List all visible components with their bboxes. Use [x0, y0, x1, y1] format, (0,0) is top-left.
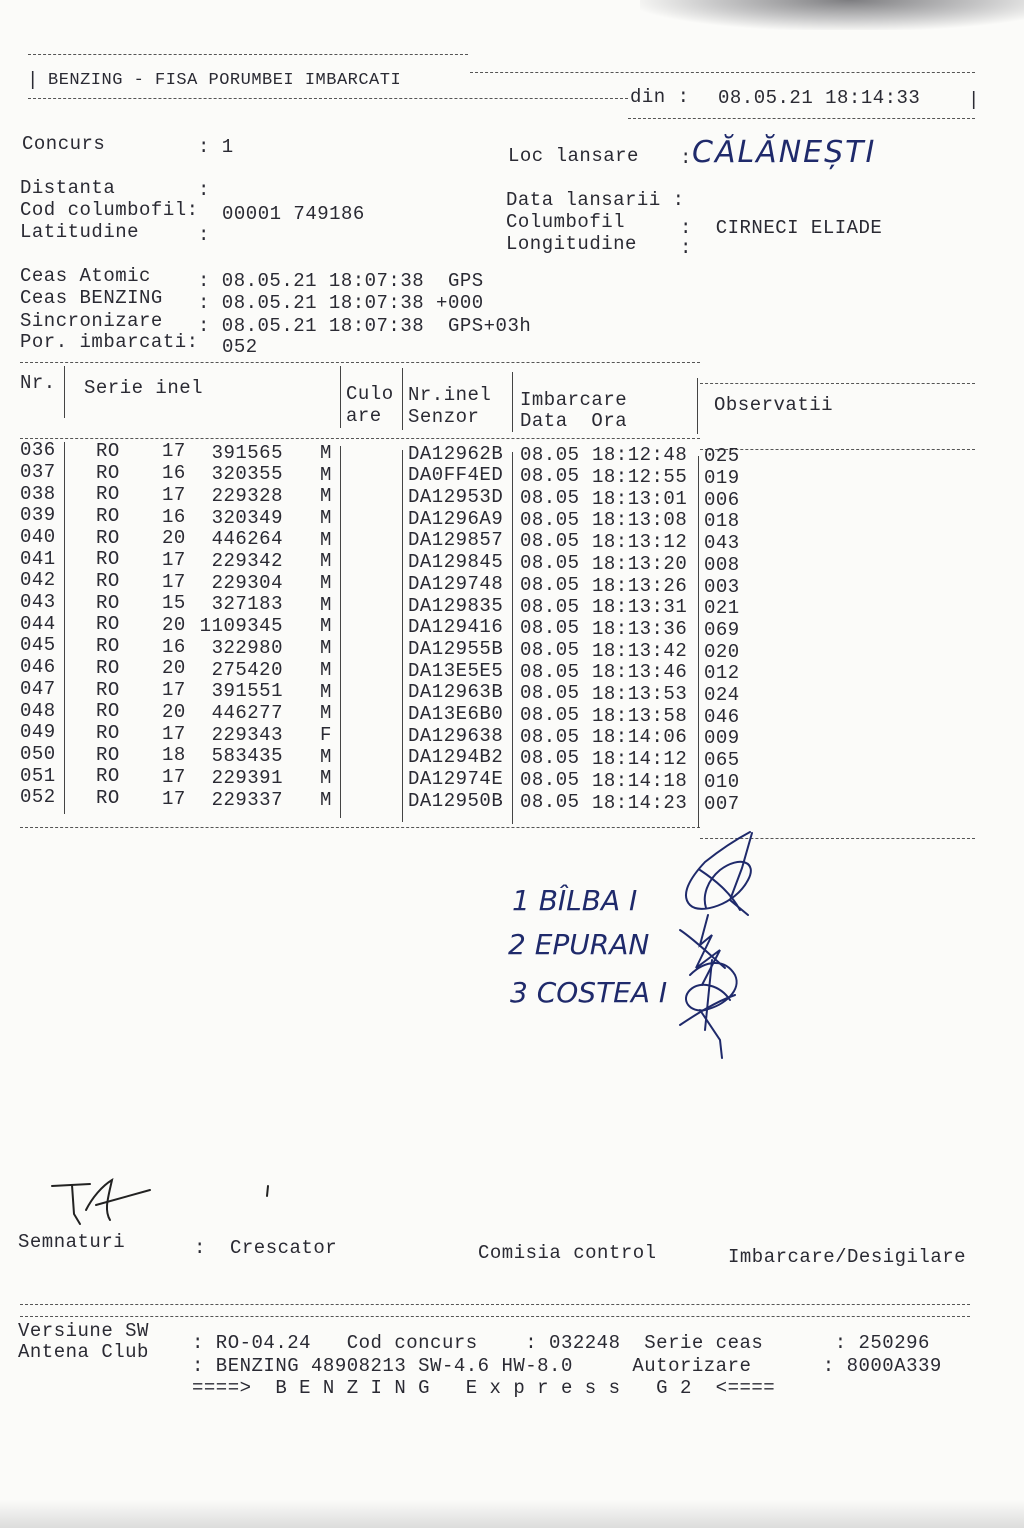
ceas-atomic-label: Ceas Atomic [20, 265, 151, 287]
cell-data: 08.05 [520, 487, 580, 510]
cell-ora: 18:12:55 [592, 466, 688, 489]
cell-obs: 010 [704, 770, 740, 793]
cell-nr: 037 [20, 460, 56, 483]
cell-nr-inel: 320355 [211, 463, 283, 486]
handwritten-line-1: 1 BÎLBA I [512, 884, 638, 917]
cell-sex: M [320, 745, 332, 768]
ceas-atomic-value: : 08.05.21 18:07:38 GPS [198, 270, 484, 292]
cell-sex: M [320, 767, 332, 790]
cell-nr-inel: 275420 [211, 658, 283, 681]
cell-ora: 18:13:58 [592, 704, 688, 727]
cell-obs: 009 [704, 727, 740, 750]
cell-senzor: DA129857 [408, 529, 504, 552]
loc-lansare-colon: : [680, 147, 692, 169]
cell-ora: 18:13:46 [592, 661, 688, 684]
cell-senzor: DA129416 [408, 616, 504, 639]
comisia-control-label: Comisia control [478, 1242, 657, 1264]
cell-senzor: DA129835 [408, 594, 504, 617]
concurs-value: : 1 [198, 136, 234, 158]
cell-tara: RO [96, 700, 120, 723]
cell-data: 08.05 [520, 747, 580, 770]
cell-ora: 18:13:36 [592, 617, 688, 640]
cell-an: 17 [162, 548, 186, 571]
cell-sex: M [320, 441, 332, 464]
cell-sex: M [320, 572, 332, 595]
cell-data: 08.05 [520, 530, 580, 553]
footer-top-rule [20, 1304, 970, 1305]
footer-second-rule [20, 1316, 970, 1317]
cell-data: 08.05 [520, 704, 580, 727]
cell-senzor: DA12963B [408, 681, 504, 704]
th-nr-inel-2: Senzor [408, 406, 480, 428]
cell-tara: RO [96, 635, 120, 658]
cell-nr: 038 [20, 482, 56, 505]
cell-senzor: DA1296A9 [408, 507, 504, 530]
cell-nr: 046 [20, 656, 56, 679]
cell-nr-inel: 446264 [211, 528, 283, 551]
cell-senzor: DA12974E [408, 768, 504, 791]
cell-nr: 041 [20, 547, 56, 570]
cell-sex: M [320, 637, 332, 660]
footer-line-2: : BENZING 48908213 SW-4.6 HW-8.0 Autorizare : 8000A339 [192, 1355, 942, 1377]
longitudine-value: : [680, 237, 692, 259]
cell-an: 17 [162, 722, 186, 745]
cell-ora: 18:14:23 [592, 791, 688, 814]
cell-obs: 069 [704, 618, 740, 641]
cell-nr-inel: 320349 [211, 506, 283, 529]
cell-tara: RO [96, 721, 120, 744]
cell-tara: RO [96, 613, 120, 636]
cell-tara: RO [96, 591, 120, 614]
cell-nr: 039 [20, 504, 56, 527]
cell-sex: F [320, 723, 332, 746]
cell-obs: 018 [704, 510, 740, 533]
header-datetime: 08.05.21 18:14:33 [718, 87, 921, 109]
cell-data: 08.05 [520, 617, 580, 640]
cell-senzor: DA0FF4ED [408, 464, 504, 487]
footer-line-3: ====> B E N Z I N G E x p r e s s G 2 <==== [192, 1377, 776, 1399]
cell-sex: M [320, 615, 332, 638]
cell-senzor: DA129638 [408, 724, 504, 747]
cell-obs: 008 [704, 553, 740, 576]
cell-nr-inel: 1109345 [199, 615, 283, 638]
cell-sex: M [320, 528, 332, 551]
cell-tara: RO [96, 787, 120, 810]
header-bar-left: | [27, 69, 39, 91]
ceas-benzing-value: : 08.05.21 18:07:38 +000 [198, 292, 484, 314]
cod-columbofil-value: 00001 749186 [222, 203, 365, 225]
th-culoare-2: are [346, 405, 382, 427]
cell-nr-inel: 229342 [211, 550, 283, 573]
cell-obs: 046 [704, 705, 740, 728]
cell-obs: 043 [704, 532, 740, 555]
imbarcare-desigilare-label: Imbarcare/Desigilare [728, 1246, 967, 1268]
cell-nr: 051 [20, 764, 56, 787]
cell-nr-inel: 229391 [211, 767, 283, 790]
cell-tara: RO [96, 461, 120, 484]
cell-obs: 012 [704, 662, 740, 685]
cell-nr: 049 [20, 721, 56, 744]
cell-nr-inel: 229328 [211, 484, 283, 507]
cell-nr: 050 [20, 742, 56, 765]
cell-tara: RO [96, 504, 120, 527]
cell-ora: 18:13:31 [592, 596, 688, 619]
header-bar-right: | [968, 89, 980, 111]
cell-ora: 18:13:12 [592, 531, 688, 554]
latitudine-label: Latitudine [20, 221, 140, 243]
cell-obs: 019 [704, 467, 740, 490]
cell-sex: M [320, 789, 332, 812]
cell-an: 17 [162, 570, 186, 593]
cell-nr-inel: 446277 [211, 701, 283, 724]
th-nr: Nr. [20, 372, 56, 394]
cell-ora: 18:14:12 [592, 748, 688, 771]
cell-ora: 18:13:08 [592, 509, 688, 532]
cell-data: 08.05 [520, 638, 580, 661]
cell-data: 08.05 [520, 573, 580, 596]
loc-lansare-handwritten: CĂLĂNEȘTI [692, 135, 877, 170]
cell-an: 17 [162, 765, 186, 788]
cell-tara: RO [96, 678, 120, 701]
din-label: din : [630, 86, 690, 108]
cell-an: 20 [162, 614, 186, 637]
cell-ora: 18:14:18 [592, 769, 688, 792]
cell-tara: RO [96, 548, 120, 571]
cell-nr-inel: 583435 [211, 745, 283, 768]
cell-ora: 18:13:01 [592, 487, 688, 510]
signature-scribble-1 [686, 832, 752, 915]
cell-tara: RO [96, 526, 120, 549]
columbofil-value: : CIRNECI ELIADE [680, 217, 883, 239]
cell-senzor: DA13E5E5 [408, 659, 504, 682]
cell-nr-inel: 229343 [211, 723, 283, 746]
cod-columbofil-label: Cod columbofil: [20, 199, 199, 221]
concurs-label: Concurs [22, 133, 106, 155]
cell-senzor: DA1294B2 [408, 746, 504, 769]
cell-ora: 18:12:48 [592, 444, 688, 467]
cell-nr: 043 [20, 591, 56, 614]
th-imbarcare-1: Imbarcare [520, 389, 628, 411]
cell-data: 08.05 [520, 552, 580, 575]
cell-an: 17 [162, 483, 186, 506]
th-observatii: Observatii [714, 394, 834, 416]
signature-scribble-2 [680, 915, 725, 985]
cell-senzor: DA129748 [408, 572, 504, 595]
cell-sex: M [320, 702, 332, 725]
cell-tara: RO [96, 483, 120, 506]
cell-data: 08.05 [520, 443, 580, 466]
cell-an: 20 [162, 657, 186, 680]
cell-nr-inel: 391565 [211, 441, 283, 464]
cell-an: 18 [162, 744, 186, 767]
cell-nr: 044 [20, 612, 56, 635]
doc-title: BENZING - FISA PORUMBEI IMBARCATI [48, 71, 402, 90]
cell-senzor: DA12950B [408, 789, 504, 812]
ceas-benzing-label: Ceas BENZING [20, 287, 163, 309]
th-serie-inel: Serie inel [84, 377, 204, 399]
distanta-label: Distanta [20, 177, 116, 199]
cell-tara: RO [96, 765, 120, 788]
cell-an: 20 [162, 700, 186, 723]
cell-data: 08.05 [520, 682, 580, 705]
cell-an: 17 [162, 787, 186, 810]
cell-obs: 065 [704, 749, 740, 772]
cell-obs: 003 [704, 575, 740, 598]
cell-data: 08.05 [520, 790, 580, 813]
latitudine-value: : [198, 224, 210, 246]
cell-nr-inel: 322980 [211, 636, 283, 659]
cell-sex: M [320, 485, 332, 508]
por-imbarcati-value: 052 [222, 336, 258, 358]
distanta-value: : [198, 179, 210, 201]
cell-nr-inel: 391551 [211, 680, 283, 703]
cell-nr: 052 [20, 786, 56, 809]
cell-an: 17 [162, 679, 186, 702]
cell-sex: M [320, 506, 332, 529]
cell-ora: 18:13:26 [592, 574, 688, 597]
cell-an: 17 [162, 440, 186, 463]
cell-sex: M [320, 658, 332, 681]
cell-obs: 020 [704, 640, 740, 663]
cell-data: 08.05 [520, 465, 580, 488]
cell-nr: 042 [20, 569, 56, 592]
footer-line-1: : RO-04.24 Cod concurs : 032248 Serie ceas : 250296 [192, 1332, 930, 1354]
cell-senzor: DA12962B [408, 442, 504, 465]
cell-sex: M [320, 593, 332, 616]
loc-lansare-label: Loc lansare [508, 145, 639, 167]
cell-nr-inel: 229304 [211, 571, 283, 594]
columbofil-label: Columbofil [506, 211, 626, 233]
cell-obs: 006 [704, 488, 740, 511]
cell-tara: RO [96, 743, 120, 766]
versiune-sw-label: Versiune SW [18, 1320, 149, 1342]
cell-sex: M [320, 680, 332, 703]
cell-an: 16 [162, 462, 186, 485]
semnaturi-label: Semnaturi [18, 1231, 126, 1253]
cell-an: 15 [162, 592, 186, 615]
cell-data: 08.05 [520, 660, 580, 683]
th-imbarcare-2: Data Ora [520, 410, 628, 432]
cell-ora: 18:13:53 [592, 683, 688, 706]
cell-ora: 18:13:20 [592, 552, 688, 575]
cell-obs: 024 [704, 684, 740, 707]
cell-tara: RO [96, 570, 120, 593]
cell-tara: RO [96, 656, 120, 679]
cell-data: 08.05 [520, 595, 580, 618]
cell-nr-inel: 327183 [211, 593, 283, 616]
th-nr-inel-1: Nr.inel [408, 384, 492, 406]
por-imbarcati-label: Por. imbarcati: [20, 331, 199, 353]
cell-sex: M [320, 463, 332, 486]
cell-nr: 040 [20, 525, 56, 548]
cell-tara: RO [96, 439, 120, 462]
longitudine-label: Longitudine [506, 233, 637, 255]
cell-nr: 047 [20, 677, 56, 700]
cell-nr-inel: 229337 [211, 788, 283, 811]
cell-sex: M [320, 550, 332, 573]
cell-senzor: DA12955B [408, 637, 504, 660]
sincronizare-value: : 08.05.21 18:07:38 GPS+03h [198, 315, 532, 337]
cell-nr: 045 [20, 634, 56, 657]
th-culoare-1: Culo [346, 383, 394, 405]
semnaturi-colon: : [194, 1237, 206, 1259]
crescator-signature [52, 1180, 268, 1224]
handwritten-line-2: 2 EPURAN [508, 928, 650, 961]
cell-obs: 007 [704, 792, 740, 815]
cell-obs: 025 [704, 445, 740, 468]
cell-nr: 048 [20, 699, 56, 722]
cell-nr: 036 [20, 439, 56, 462]
cell-ora: 18:13:42 [592, 639, 688, 662]
cell-senzor: DA12953D [408, 486, 504, 509]
crescator-label: Crescator [230, 1237, 338, 1259]
cell-obs: 021 [704, 597, 740, 620]
cell-an: 16 [162, 635, 186, 658]
handwritten-line-3: 3 COSTEA I [510, 976, 668, 1009]
cell-an: 16 [162, 505, 186, 528]
cell-data: 08.05 [520, 508, 580, 531]
cell-senzor: DA129845 [408, 551, 504, 574]
cell-an: 20 [162, 527, 186, 550]
cell-data: 08.05 [520, 769, 580, 792]
cell-ora: 18:14:06 [592, 726, 688, 749]
data-lansarii-label: Data lansarii : [506, 189, 685, 211]
antena-club-label: Antena Club [18, 1341, 149, 1363]
sincronizare-label: Sincronizare [20, 310, 163, 332]
cell-senzor: DA13E6B0 [408, 703, 504, 726]
cell-data: 08.05 [520, 725, 580, 748]
